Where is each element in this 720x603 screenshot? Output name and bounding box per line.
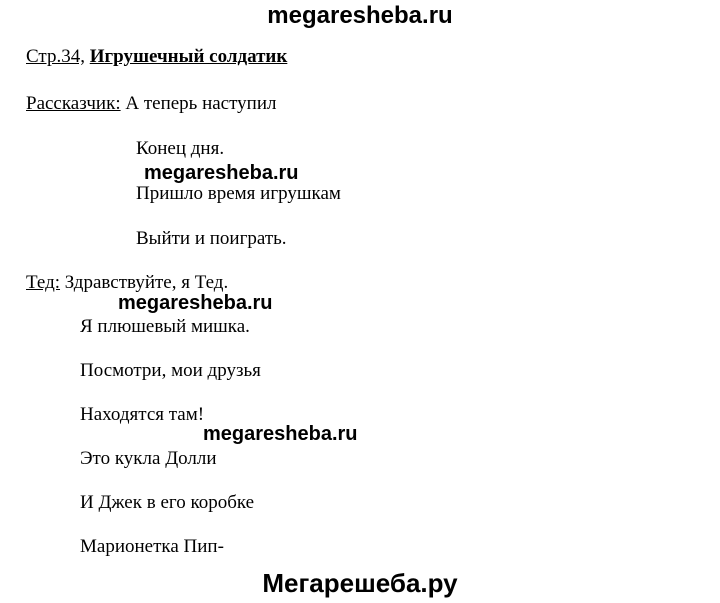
ted-speaker-label: Тед: [26, 272, 61, 293]
ted-line: Я плюшевый мишка. [80, 316, 250, 337]
watermark-mid: megaresheba.ru [144, 162, 299, 184]
narrator-line: Конец дня. [136, 138, 225, 159]
page-title: Игрушечный солдатик [89, 46, 288, 67]
ted-line: Марионетка Пип- [80, 536, 224, 557]
ted-text: Здравствуйте, я Тед. [64, 272, 229, 293]
ted-line: Это кукла Долли [80, 448, 217, 469]
narrator-line: Выйти и поиграть. [136, 228, 287, 249]
watermark-mid: megaresheba.ru [118, 292, 273, 314]
ted-line: Посмотри, мои друзья [80, 360, 261, 381]
watermark-top: megaresheba.ru [267, 2, 453, 29]
narrator-text: А теперь наступил [125, 93, 277, 114]
ted-line: Находятся там! [80, 404, 205, 425]
heading [26, 46, 287, 68]
watermark-mid: megaresheba.ru [203, 423, 358, 445]
narrator-line: Пришло время игрушкам [136, 183, 341, 204]
watermark-bottom: Мегарешеба.ру [262, 568, 458, 598]
ted-first-line [26, 272, 228, 294]
ted-line: И Джек в его коробке [80, 492, 255, 513]
narrator-first-line [26, 93, 277, 115]
narrator-speaker-label: Рассказчик: [26, 93, 121, 114]
page-reference: Стр.34, [26, 46, 85, 67]
